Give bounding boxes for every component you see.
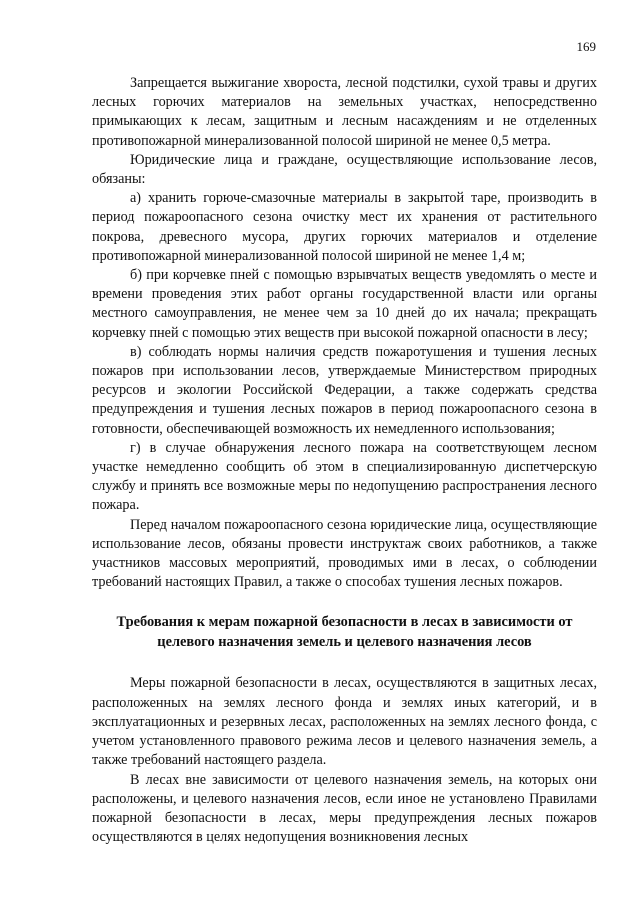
paragraph-item-a: а) хранить горюче-смазочные материалы в закрытой таре, производить в период пожароопасного сезона очистку мест их хранения от растительного покрова, древесного мусора, других горючих материалов и отделение противопожарной минерализованной полосой шириной не менее 1,4 м; [92, 190, 597, 264]
section-paragraph: Меры пожарной безопасности в лесах, осуществляются в защитных лесах, расположенных на землях лесного фонда и землях иных категорий, и в эксплуатационных и резервных лесах, расположенных на землях лесного фонда, с учетом установленного правового режима лесов и целевого назначения земель, а также требований настоящего раздела. [92, 675, 597, 769]
paragraph-item-v: в) соблюдать нормы наличия средств пожаротушения и тушения лесных пожаров при использовании лесов, утверждаемые Министерством природных ресурсов и экологии Российской Федерации, а также содержать средства предупреждения и тушения лесных пожаров в период пожароопасного сезона в готовности, обеспечивающей возможность их немедленного использования; [92, 343, 597, 437]
paragraph-item-b: б) при корчевке пней с помощью взрывчатых веществ уведомлять о месте и времени проведения этих работ органы государственной власти или органы местного самоуправления, не менее чем за 10 дней до их начала; прекращать корчевку пней с помощью этих веществ при высокой пожарной опасности в лесу; [92, 267, 597, 341]
paragraph: Юридические лица и граждане, осуществляющие использование лесов, обязаны: [92, 151, 597, 188]
paragraph: Запрещается выжигание хвороста, лесной подстилки, сухой травы и других лесных горючих материалов на земельных участках, непосредственно примыкающих к лесам, защитным и лесным насаждениям и не отделенных противопожарной минерализованной полосой шириной не менее 0,5 метра. [92, 75, 597, 149]
page-number: 169 [576, 39, 596, 54]
section-heading: Требования к мерам пожарной безопасности в лесах в зависимости от целевого назначения земель и целевого назначения лесов [116, 614, 573, 651]
paragraph: Перед началом пожароопасного сезона юридические лица, осуществляющие использование лесов, обязаны провести инструктаж своих работников, а также участников массовых мероприятий, проводимых ими в лесах, о соблюдении требований настоящих Правил, а также о способах тушения лесных пожаров. [92, 516, 597, 591]
paragraph-item-g: г) в случае обнаружения лесного пожара на соответствующем лесном участке немедленно сообщить об этом в специализированную диспетчерскую службу и принять все возможные меры по недопущению распространения лесного пожара. [92, 439, 597, 514]
document-content [92, 74, 597, 847]
section-paragraph: В лесах вне зависимости от целевого назначения земель, на которых они расположены, и целевого назначения лесов, если иное не установлено Правилами пожарной безопасности в лесах, меры предупреждения лесных пожаров осуществляются в целях недопущения возникновения лесных [92, 771, 597, 846]
